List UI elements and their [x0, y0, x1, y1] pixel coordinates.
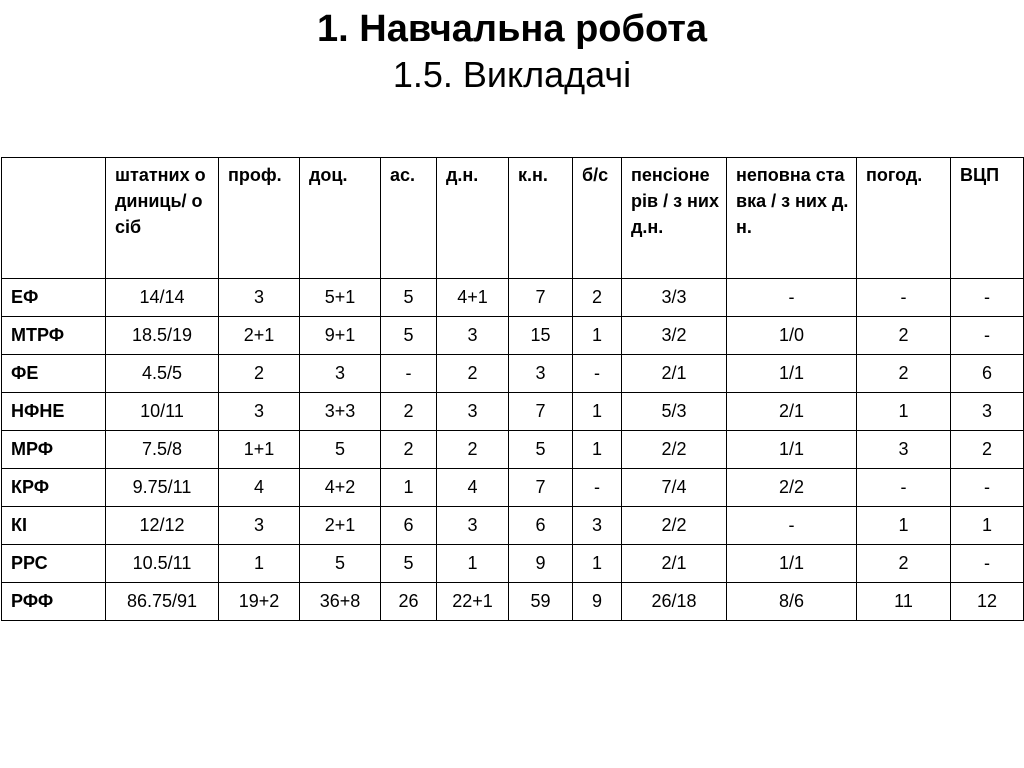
cell-professors: 4 — [219, 469, 300, 507]
cell-professors: 3 — [219, 279, 300, 317]
cell-doctors: 3 — [437, 507, 509, 545]
cell-hourly: 3 — [857, 431, 951, 469]
cell-doctors: 4+1 — [437, 279, 509, 317]
header-cell-assistants: ас. — [381, 158, 437, 279]
cell-candidates: 7 — [509, 279, 573, 317]
cell-no-degree: 1 — [573, 545, 622, 583]
cell-staff-units: 10.5/11 — [106, 545, 219, 583]
cell-doctors: 2 — [437, 355, 509, 393]
cell-candidates: 6 — [509, 507, 573, 545]
cell-no-degree: 1 — [573, 393, 622, 431]
cell-vcp: 2 — [951, 431, 1024, 469]
cell-candidates: 59 — [509, 583, 573, 621]
cell-hourly: 2 — [857, 545, 951, 583]
title-block — [0, 6, 1024, 98]
cell-part-time: 8/6 — [727, 583, 857, 621]
cell-no-degree: - — [573, 469, 622, 507]
staff-table — [1, 157, 1024, 621]
table-row — [2, 393, 1024, 431]
page-title: 1. Навчальна робота — [317, 8, 707, 50]
cell-doctors: 3 — [437, 393, 509, 431]
cell-candidates: 3 — [509, 355, 573, 393]
cell-part-time: 2/2 — [727, 469, 857, 507]
cell-doctors: 2 — [437, 431, 509, 469]
cell-assistants: - — [381, 355, 437, 393]
cell-part-time: 1/1 — [727, 355, 857, 393]
cell-hourly: 1 — [857, 507, 951, 545]
header-cell-docents: доц. — [300, 158, 381, 279]
cell-professors: 2+1 — [219, 317, 300, 355]
cell-professors: 1 — [219, 545, 300, 583]
cell-staff-units: 86.75/91 — [106, 583, 219, 621]
cell-candidates: 7 — [509, 469, 573, 507]
cell-staff-units: 14/14 — [106, 279, 219, 317]
cell-professors: 3 — [219, 393, 300, 431]
cell-assistants: 26 — [381, 583, 437, 621]
cell-row-label: КРФ — [2, 469, 106, 507]
cell-assistants: 2 — [381, 393, 437, 431]
cell-row-label: МТРФ — [2, 317, 106, 355]
cell-vcp: - — [951, 545, 1024, 583]
cell-row-label: МРФ — [2, 431, 106, 469]
header-cell-hourly: погод. — [857, 158, 951, 279]
cell-part-time: 2/1 — [727, 393, 857, 431]
header-cell-empty — [2, 158, 106, 279]
cell-assistants: 5 — [381, 317, 437, 355]
cell-no-degree: 9 — [573, 583, 622, 621]
cell-pensioners: 3/3 — [622, 279, 727, 317]
cell-staff-units: 10/11 — [106, 393, 219, 431]
cell-candidates: 9 — [509, 545, 573, 583]
header-cell-part-time: неповна ставка / з них д.н. — [727, 158, 857, 279]
cell-part-time: - — [727, 507, 857, 545]
cell-docents: 9+1 — [300, 317, 381, 355]
cell-part-time: 1/0 — [727, 317, 857, 355]
cell-staff-units: 12/12 — [106, 507, 219, 545]
cell-row-label: НФНЕ — [2, 393, 106, 431]
cell-row-label: РФФ — [2, 583, 106, 621]
cell-vcp: 6 — [951, 355, 1024, 393]
cell-docents: 3+3 — [300, 393, 381, 431]
cell-professors: 1+1 — [219, 431, 300, 469]
cell-docents: 5 — [300, 545, 381, 583]
cell-no-degree: 1 — [573, 317, 622, 355]
header-cell-candidates: к.н. — [509, 158, 573, 279]
cell-no-degree: 1 — [573, 431, 622, 469]
cell-candidates: 15 — [509, 317, 573, 355]
page-subtitle: 1.5. Викладачі — [392, 54, 632, 95]
header-cell-professors: проф. — [219, 158, 300, 279]
cell-vcp: - — [951, 279, 1024, 317]
cell-doctors: 4 — [437, 469, 509, 507]
cell-hourly: - — [857, 279, 951, 317]
table-row — [2, 507, 1024, 545]
cell-staff-units: 9.75/11 — [106, 469, 219, 507]
cell-no-degree: 2 — [573, 279, 622, 317]
header-cell-staff-units: штатних одиниць/ осіб — [106, 158, 219, 279]
cell-assistants: 2 — [381, 431, 437, 469]
cell-vcp: - — [951, 469, 1024, 507]
header-cell-no-degree: б/с — [573, 158, 622, 279]
header-cell-pensioners: пенсіонерів / з них д.н. — [622, 158, 727, 279]
cell-pensioners: 2/2 — [622, 507, 727, 545]
cell-docents: 4+2 — [300, 469, 381, 507]
table-row — [2, 545, 1024, 583]
cell-docents: 5+1 — [300, 279, 381, 317]
cell-row-label: ФЕ — [2, 355, 106, 393]
cell-pensioners: 2/1 — [622, 545, 727, 583]
header-cell-vcp: ВЦП — [951, 158, 1024, 279]
cell-part-time: - — [727, 279, 857, 317]
cell-professors: 19+2 — [219, 583, 300, 621]
table-body — [2, 279, 1024, 621]
cell-docents: 5 — [300, 431, 381, 469]
cell-part-time: 1/1 — [727, 431, 857, 469]
cell-vcp: 1 — [951, 507, 1024, 545]
cell-hourly: 2 — [857, 355, 951, 393]
cell-vcp: 3 — [951, 393, 1024, 431]
cell-vcp: - — [951, 317, 1024, 355]
cell-staff-units: 7.5/8 — [106, 431, 219, 469]
cell-docents: 2+1 — [300, 507, 381, 545]
cell-professors: 2 — [219, 355, 300, 393]
cell-docents: 3 — [300, 355, 381, 393]
cell-hourly: 2 — [857, 317, 951, 355]
table-row — [2, 279, 1024, 317]
cell-row-label: ЕФ — [2, 279, 106, 317]
cell-pensioners: 7/4 — [622, 469, 727, 507]
cell-row-label: РРС — [2, 545, 106, 583]
table-row — [2, 469, 1024, 507]
table-row — [2, 431, 1024, 469]
table-row — [2, 583, 1024, 621]
cell-assistants: 1 — [381, 469, 437, 507]
cell-hourly: 1 — [857, 393, 951, 431]
cell-pensioners: 26/18 — [622, 583, 727, 621]
cell-docents: 36+8 — [300, 583, 381, 621]
cell-staff-units: 4.5/5 — [106, 355, 219, 393]
cell-part-time: 1/1 — [727, 545, 857, 583]
cell-row-label: КІ — [2, 507, 106, 545]
cell-pensioners: 2/1 — [622, 355, 727, 393]
cell-staff-units: 18.5/19 — [106, 317, 219, 355]
cell-candidates: 7 — [509, 393, 573, 431]
cell-hourly: - — [857, 469, 951, 507]
cell-pensioners: 5/3 — [622, 393, 727, 431]
cell-assistants: 6 — [381, 507, 437, 545]
header-cell-doctors: д.н. — [437, 158, 509, 279]
cell-no-degree: 3 — [573, 507, 622, 545]
cell-doctors: 3 — [437, 317, 509, 355]
cell-doctors: 1 — [437, 545, 509, 583]
cell-pensioners: 3/2 — [622, 317, 727, 355]
cell-assistants: 5 — [381, 545, 437, 583]
cell-doctors: 22+1 — [437, 583, 509, 621]
cell-pensioners: 2/2 — [622, 431, 727, 469]
cell-assistants: 5 — [381, 279, 437, 317]
cell-vcp: 12 — [951, 583, 1024, 621]
cell-no-degree: - — [573, 355, 622, 393]
header-row — [2, 158, 1024, 279]
table-row — [2, 355, 1024, 393]
cell-professors: 3 — [219, 507, 300, 545]
cell-candidates: 5 — [509, 431, 573, 469]
cell-hourly: 11 — [857, 583, 951, 621]
table-row — [2, 317, 1024, 355]
